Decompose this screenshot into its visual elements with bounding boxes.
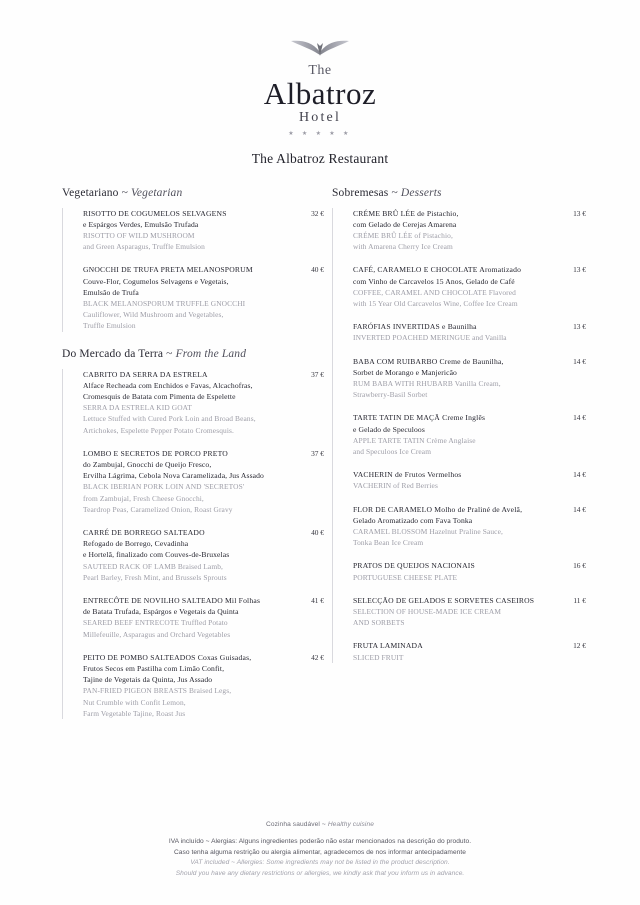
section-title-en: Desserts [400, 186, 442, 199]
menu-item-description-en: SELECTION OF HOUSE-MADE ICE CREAM [353, 607, 502, 617]
menu-item-name: TARTE TATIN DE MAÇÃ Creme Inglês [353, 413, 486, 423]
menu-item-headrow [353, 412, 586, 423]
menu-item-headrow [353, 595, 586, 606]
menu-item [353, 595, 586, 629]
menu-item-price: 14 € [573, 413, 586, 423]
menu-item-headrow [83, 264, 324, 275]
section-title-en: From the Land [175, 347, 247, 360]
menu-item-name: CAFÉ, CARAMELO E CHOCOLATE Aromatizado [353, 265, 522, 275]
menu-item [83, 264, 324, 331]
menu-item-name: SELECÇÃO DE GELADOS E SORVETES CASEIROS [353, 595, 535, 605]
menu-item-price: 37 € [311, 448, 324, 458]
menu-item-description-en: Lettuce Stuffed with Cured Pork Loin and Broad Beans, [83, 414, 256, 424]
menu-item [353, 264, 586, 309]
menu-item-description-pt: Refogado de Borrego, Cevadinha [83, 539, 189, 549]
menu-item-headrow [353, 208, 586, 219]
menu-item-description-en: APPLE TARTE TATIN Crème Anglaise [353, 435, 476, 445]
section-title-en: Vegetarian [131, 186, 183, 199]
menu-item-name: CABRITO DA SERRA DA ESTRELA [83, 369, 208, 379]
menu-item-description-pt: e Hortelã, finalizado com Couves-de-Bruxelas [83, 550, 230, 560]
menu-item-description-en: from Zambujal, Fresh Cheese Gnocchi, [83, 493, 204, 503]
brand-subtitle: Hotel [298, 109, 342, 125]
menu-footer [0, 821, 640, 879]
menu-item-description-en: Pearl Barley, Fresh Mint, and Brussels Sprouts [83, 572, 227, 582]
allergy-note-pt-1: IVA incluído ~ Alergias: Alguns ingredientes poderão não estar mencionados na descrição do produto. [168, 838, 472, 845]
menu-item-description-pt: do Zambujal, Gnocchi de Queijo Fresco, [83, 460, 212, 470]
menu-item-description-en: RISOTTO OF WILD MUSHROOM [83, 230, 195, 240]
menu-item [353, 560, 586, 582]
albatross-bird-icon [290, 34, 350, 58]
menu-item-name: FARÓFIAS INVERTIDAS e Baunilha [353, 322, 477, 332]
menu-item-headrow [83, 595, 324, 606]
brand-header [0, 0, 640, 137]
menu-item-price: 14 € [573, 504, 586, 514]
menu-item-description-pt: e Espárgos Verdes, Emulsão Trufada [83, 219, 199, 229]
menu-item-price: 13 € [573, 265, 586, 275]
menu-item-price: 37 € [311, 369, 324, 379]
menu-item-price: 12 € [573, 641, 586, 651]
menu-item-name: FLOR DE CARAMELO Molho de Praliné de Avelã, [353, 504, 523, 514]
menu-item-description-pt: Emulsão de Trufa [83, 287, 139, 297]
menu-item-headrow [83, 208, 324, 219]
menu-item-headrow [353, 264, 586, 275]
section-title-pt: Vegetariano [62, 186, 119, 199]
page-title: The Albatroz Restaurant [251, 150, 389, 166]
menu-item-description-pt: Couve-Flor, Cogumelos Selvagens e Vegetais, [83, 276, 229, 286]
menu-item-description-en: Cauliflower, Wild Mushroom and Vegetables, [83, 310, 224, 320]
menu-item-description-en: COFFEE, CARAMEL AND CHOCOLATE Flavored [353, 287, 516, 297]
menu-item [353, 504, 586, 549]
menu-item-description-pt: Sorbet de Morango e Manjericão [353, 367, 457, 377]
menu-item-price: 13 € [573, 322, 586, 332]
menu-item-description-en: VACHERIN of Red Berries [353, 481, 438, 491]
menu-item-name: PRATOS DE QUEIJOS NACIONAIS [353, 561, 475, 571]
menu-item-name: CARRÉ DE BORREGO SALTEADO [83, 528, 205, 538]
menu-item-name: PEITO DE POMBO SALTEADOS Coxas Guisadas, [83, 652, 252, 662]
menu-item-description-en: SERRA DA ESTRELA KID GOAT [83, 403, 192, 413]
menu-item-description-en: and Speculoos Ice Cream [353, 447, 432, 457]
menu-item-price: 11 € [573, 595, 586, 605]
menu-item-name: LOMBO E SECRETOS DE PORCO PRETO [83, 448, 228, 458]
menu-item-description-en: Truffle Emulsion [83, 321, 136, 331]
menu-columns [0, 187, 640, 720]
menu-item-headrow [353, 321, 586, 332]
menu-item-price: 16 € [573, 561, 586, 571]
menu-item-description-en: BLACK IBERIAN PORK LOIN AND 'SECRETOS' [83, 482, 245, 492]
menu-item-description-en: SEARED BEEF ENTRECOTE Truffled Potato [83, 618, 228, 628]
menu-item-description-en: Artichokes, Espelette Pepper Potato Cromesquis. [83, 425, 234, 435]
menu-item-description-pt: Ervilha Lágrima, Cebola Nova Caramelizada, Jus Assado [83, 471, 264, 481]
menu-item-description-pt: com Vinho de Carcavelos 15 Anos, Gelado de Café [353, 276, 515, 286]
section-title-dash: ~ [166, 347, 173, 360]
menu-item-headrow [353, 504, 586, 515]
menu-item-price: 42 € [311, 652, 324, 662]
menu-item-name: ENTRECÔTE DE NOVILHO SALTEADO Mil Folhas [83, 596, 261, 606]
menu-item-name: VACHERIN de Frutos Vermelhos [353, 470, 462, 480]
menu-item-list-vegetarian [62, 208, 324, 332]
healthy-cuisine-en: Healthy cuisine [327, 821, 375, 828]
section-title-from-the-land [62, 348, 324, 360]
section-spacer [62, 332, 324, 348]
menu-item-name: GNOCCHI DE TRUFA PRETA MELANOSPORUM [83, 265, 253, 275]
menu-item-description-pt: com Gelado de Cerejas Amarena [353, 219, 457, 229]
menu-item [353, 321, 586, 343]
menu-item-description-pt: Gelado Aromatizado com Fava Tonka [353, 515, 473, 525]
menu-item-price: 13 € [573, 208, 586, 218]
menu-item-headrow [83, 369, 324, 380]
menu-item-price: 14 € [573, 356, 586, 366]
menu-item-description-en: SLICED FRUIT [353, 652, 404, 662]
menu-item-list-from-the-land [62, 369, 324, 719]
menu-item [353, 356, 586, 401]
menu-item-headrow [83, 448, 324, 459]
section-title-vegetarian [62, 187, 324, 199]
menu-item-description-en: Millefeuille, Asparagus and Orchard Vegetables [83, 629, 231, 639]
healthy-cuisine-note [0, 821, 640, 828]
brand-name: Albatroz [263, 75, 377, 111]
menu-item [83, 448, 324, 515]
menu-item-price: 40 € [311, 265, 324, 275]
menu-item-description-en: PORTUGUESE CHEESE PLATE [353, 572, 458, 582]
menu-item-description-en: Nut Crumble with Confit Lemon, [83, 697, 186, 707]
menu-item [83, 595, 324, 640]
menu-item [353, 640, 586, 662]
menu-item-description-en: RUM BABA WITH RHUBARB Vanilla Cream, [353, 379, 501, 389]
menu-item [83, 208, 324, 253]
menu-item-description-pt: Alface Recheada com Enchidos e Favas, Alcachofras, [83, 380, 253, 390]
menu-item-description-en: and Green Asparagus, Truffle Emulsion [83, 242, 205, 252]
menu-item-description-en: Farm Vegetable Tajine, Roast Jus [83, 708, 186, 718]
menu-item-price: 14 € [573, 470, 586, 480]
menu-item [353, 469, 586, 491]
menu-item-name: FRUTA LAMINADA [353, 641, 423, 651]
allergy-note-pt-2: Caso tenha alguma restrição ou alergia alimentar, agradecemos de nos informar antecipadamente [173, 848, 466, 856]
menu-item-headrow [353, 356, 586, 367]
section-title-dash: ~ [391, 186, 398, 199]
allergy-note-en-1: VAT included ~ Allergies: Some ingredients may not be listed in the product description. [190, 859, 450, 866]
menu-item-price: 32 € [311, 208, 324, 218]
allergy-note-en-2: Should you have any dietary restrictions or allergies, we kindly ask that you inform us in advance. [175, 869, 465, 877]
menu-item-description-en: CRÉME BRÛ LÉE of Pistachio, [353, 230, 453, 240]
menu-item-headrow [83, 527, 324, 538]
section-title-dash: ~ [121, 186, 128, 199]
menu-item-price: 40 € [311, 528, 324, 538]
menu-item-description-pt: Cromesquis de Batata com Pimenta de Espelette [83, 392, 236, 402]
section-title-pt: Sobremesas [332, 186, 389, 199]
menu-item-description-en: INVERTED POACHED MERINGUE and Vanilla [353, 333, 507, 343]
menu-item-name: CRÉME BRÛ LÉE de Pistachio, [353, 208, 459, 218]
brand-stars: ★ ★ ★ ★ ★ [288, 130, 352, 137]
menu-item-description-en: PAN-FRIED PIGEON BREASTS Braised Legs, [83, 686, 232, 696]
menu-item-description-en: Tonka Bean Ice Cream [353, 538, 424, 548]
menu-item [83, 652, 324, 719]
menu-item-headrow [353, 469, 586, 480]
section-title-pt: Do Mercado da Terra [62, 347, 164, 360]
menu-item-description-pt: Tajine de Vegetais da Quinta, Jus Assado [83, 675, 213, 685]
menu-item-description-en: SAUTEED RACK OF LAMB Braised Lamb, [83, 561, 223, 571]
menu-item-headrow [353, 640, 586, 651]
menu-item [83, 369, 324, 436]
menu-column-right [324, 187, 586, 720]
section-title-desserts [332, 187, 586, 199]
menu-item-description-en: BLACK MELANOSPORUM TRUFFLE GNOCCHI [83, 299, 246, 308]
menu-item-name: RISOTTO DE COGUMELOS SELVAGENS [83, 208, 227, 218]
menu-item-description-en: Strawberry-Basil Sorbet [353, 390, 428, 400]
menu-item-description-en: Teardrop Peas, Caramelized Onion, Roast Gravy [83, 504, 233, 514]
menu-item-description-en: with Amarena Cherry Ice Cream [353, 242, 453, 252]
menu-item-description-pt: de Batata Trufada, Espárgos e Vegetais da Quinta [83, 607, 239, 617]
menu-item [353, 208, 586, 253]
menu-item-description-pt: Frutos Secos em Pastilha com Limão Confit, [83, 664, 225, 674]
menu-column-left [62, 187, 324, 720]
brand-the: The [308, 63, 332, 78]
menu-item [353, 412, 586, 457]
menu-item-headrow [353, 560, 586, 571]
healthy-cuisine-pt: Cozinha saudável ~ [265, 821, 326, 828]
menu-item-description-pt: e Gelado de Speculoos [353, 424, 425, 434]
menu-item-description-en: with 15 Year Old Carcavelos Wine, Coffee Ice Cream [353, 299, 518, 308]
menu-item-headrow [83, 652, 324, 663]
menu-item-list-desserts [332, 208, 586, 663]
menu-item-name: BABA COM RUIBARBO Creme de Baunilha, [353, 356, 504, 366]
menu-item [83, 527, 324, 583]
menu-item-description-en: CARAMEL BLOSSOM Hazelnut Praline Sauce, [353, 527, 503, 537]
menu-item-description-en: AND SORBETS [353, 618, 405, 628]
menu-item-price: 41 € [311, 596, 324, 606]
